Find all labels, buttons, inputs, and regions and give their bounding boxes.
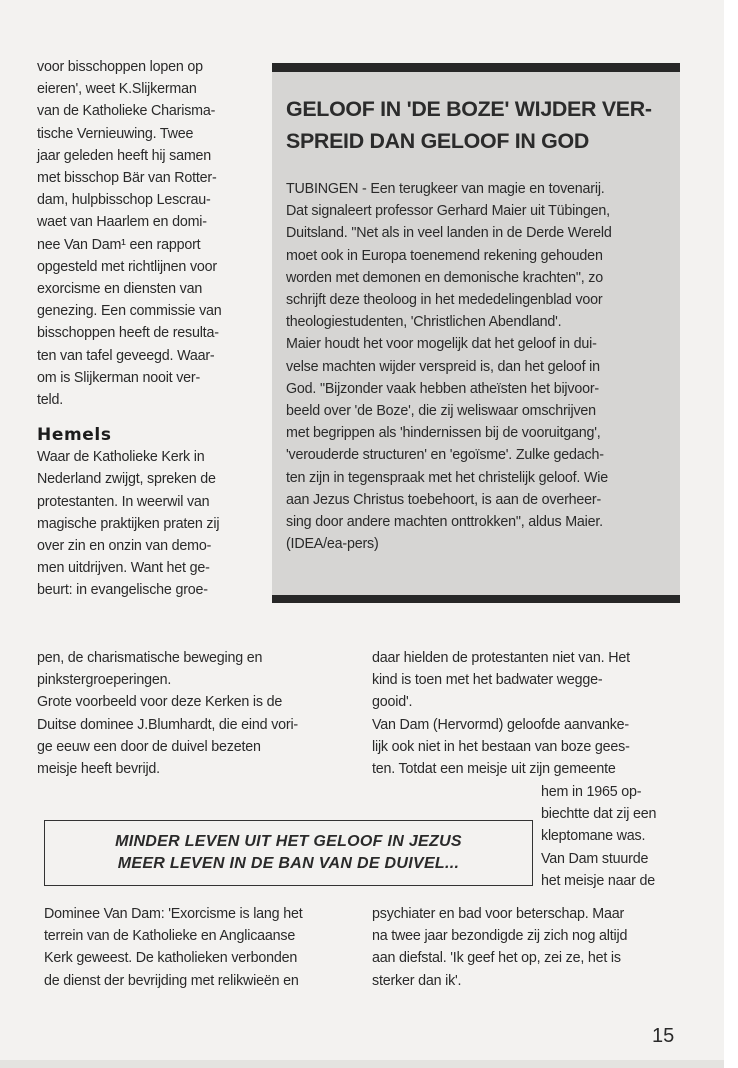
bottom-left-paragraph [44, 903, 364, 992]
text-line: Kerk geweest. De katholieken verbonden [44, 950, 298, 967]
text-line: het meisje naar de [541, 872, 656, 889]
text-line: gooid'. [372, 694, 413, 711]
text-line: hem in 1965 op- [541, 784, 642, 800]
page-number: 15 [652, 1025, 675, 1047]
text-line: Duitsland. "Net als in veel landen in de Derde Wereld [286, 225, 612, 242]
text-line: daar hielden de protestanten niet van. Het [372, 650, 630, 666]
text-line: biechtte dat zij een [541, 806, 657, 823]
box-bottom-rule [272, 595, 680, 603]
text-line: lijk ook niet in het bestaan van boze gees- [372, 738, 630, 755]
text-line: velse machten wijder verspreid is, dan het geloof in [286, 358, 600, 375]
text-line: na twee jaar bezondigde zij zich nog altijd [372, 928, 628, 945]
text-line: Van Dam stuurde [541, 850, 649, 867]
text-line: sterker dan ik'. [372, 972, 462, 989]
text-line: genezing. Een commissie van [37, 303, 222, 320]
box-headline: GELOOF IN 'DE BOZE' WIJDER VER-SPREID DAN GELOOF IN GOD [286, 97, 652, 153]
text-line: om is Slijkerman nooit ver- [37, 369, 201, 386]
text-line: theologiestudenten, 'Christlichen Abendland'. [286, 314, 562, 331]
news-box [272, 63, 680, 603]
text-line: tische Vernieuwing. Twee [37, 125, 194, 142]
box-body [286, 178, 678, 555]
text-line: kind is toen met het badwater wegge- [372, 672, 603, 689]
pull-quote-line: MINDER LEVEN UIT HET GELOOF IN JEZUS [115, 833, 462, 850]
intro-paragraph [37, 56, 259, 411]
text-line: men uitdrijven. Want het ge- [37, 560, 210, 577]
text-line: Dat signaleert professor Gerhard Maier uit Tübingen, [286, 203, 610, 220]
text-line: opgesteld met richtlijnen voor [37, 258, 217, 275]
text-line: schrijft deze theoloog in het mededelingenblad voor [286, 292, 603, 309]
text-line: beeld over 'de Boze', die zij weliswaar omschrijven [286, 403, 596, 420]
text-line: sing door andere machten onttrokken", aldus Maier. [286, 514, 603, 531]
text-line: Nederland zwijgt, spreken de [37, 471, 216, 488]
text-line: kleptomane was. [541, 828, 646, 845]
pull-quote-line: MEER LEVEN IN DE BAN VAN DE DUIVEL... [117, 855, 460, 872]
text-line: aan Jezus Christus toebehoort, is aan de overheer- [286, 491, 602, 508]
pull-quote-box [44, 820, 533, 886]
text-line: meisje heeft bevrijd. [37, 761, 160, 778]
text-line: TUBINGEN - Een terugkeer van magie en tovenarij. [286, 181, 605, 197]
right-continued-paragraph [372, 647, 712, 780]
text-line: God. "Bijzonder vaak hebben atheïsten het bijvoor- [286, 380, 599, 397]
text-line: Duitse dominee J.Blumhardt, die eind vori- [37, 716, 298, 733]
text-line: Maier houdt het voor mogelijk dat het geloof in dui- [286, 336, 597, 353]
text-line: ten. Totdat een meisje uit zijn gemeente [372, 761, 616, 778]
text-line: pen, de charismatische beweging en [37, 650, 263, 666]
right-narrow-paragraph [541, 781, 711, 892]
text-line: moet ook in Europa toenemend rekening gehouden [286, 247, 603, 264]
text-line: Dominee Van Dam: 'Exorcisme is lang het [44, 906, 303, 922]
text-line: met bisschop Bär van Rotter- [37, 170, 217, 187]
bottom-right-paragraph [372, 903, 702, 992]
text-line: Van Dam (Hervormd) geloofde aanvanke- [372, 716, 629, 733]
text-line: voor bisschoppen lopen op [37, 59, 203, 75]
text-line: exorcisme en diensten van [37, 281, 203, 298]
text-line: ten zijn in tegenspraak met het christelijk geloof. Wie [286, 469, 608, 486]
text-line: van de Katholieke Charisma- [37, 103, 216, 120]
text-line: ten van tafel geveegd. Waar- [37, 347, 215, 364]
text-line: de dienst der bevrijding met relikwieën en [44, 972, 299, 989]
text-line: Grote voorbeeld voor deze Kerken is de [37, 694, 283, 711]
text-line: waet van Haarlem en domi- [37, 214, 207, 231]
text-line: terrein van de Katholieke en Anglicaanse [44, 928, 296, 945]
text-line: pinkstergroeperingen. [37, 672, 172, 689]
text-line: jaar geleden heeft hij samen [37, 147, 212, 164]
box-top-rule [272, 63, 680, 72]
text-line: psychiater en bad voor beterschap. Maar [372, 906, 625, 922]
text-line: Waar de Katholieke Kerk in [37, 449, 205, 466]
text-line: worden met demonen en demonische krachten", zo [286, 269, 603, 286]
text-line: bisschoppen heeft de resulta- [37, 325, 219, 342]
text-line: dam, hulpbisschop Lescrau- [37, 192, 211, 209]
text-line: 'verouderde structuren' en 'egoïsme'. Zulke gedach- [286, 447, 604, 464]
text-line: (IDEA/ea-pers) [286, 536, 379, 553]
text-line: over zin en onzin van demo- [37, 538, 212, 555]
column-1 [37, 56, 259, 602]
text-line: met begrippen als 'hindernissen bij de vooruitgang', [286, 425, 601, 442]
left-continued-paragraph [37, 647, 367, 780]
text-line: eieren', weet K.Slijkerman [37, 81, 197, 98]
text-line: ge eeuw een door de duivel bezeten [37, 738, 261, 755]
section-heading: Hemels [37, 425, 112, 446]
text-line: protestanten. In weerwil van [37, 493, 210, 510]
text-line: beurt: in evangelische groe- [37, 582, 208, 599]
section-paragraph [37, 446, 259, 601]
text-line: teld. [37, 392, 64, 409]
text-line: nee Van Dam¹ een rapport [37, 236, 201, 253]
text-line: aan diefstal. 'Ik geef het op, zei ze, het is [372, 950, 621, 967]
text-line: magische praktijken praten zij [37, 515, 220, 532]
